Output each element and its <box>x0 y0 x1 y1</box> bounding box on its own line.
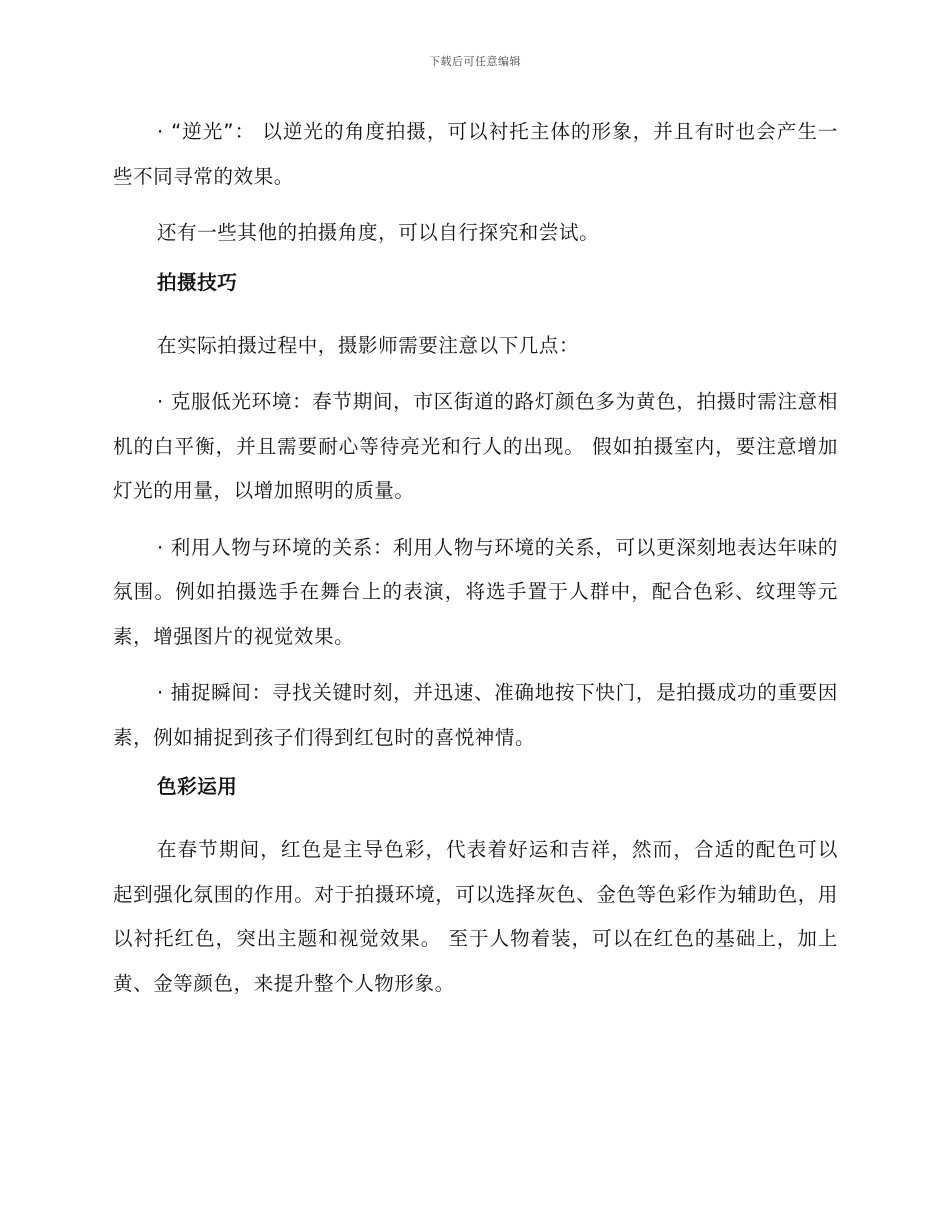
document-body <box>113 110 838 1018</box>
heading-color-use: 色彩运用 <box>157 775 238 798</box>
paragraph-people-environment: · 利用人物与环境的关系：利用人物与环境的关系，可以更深刻地表达年味的氛围。例如拍摄选手在舞台上的表演，将选手置于人群中，配合色彩、纹理等元素，增强图片的视觉效果。 <box>113 535 838 648</box>
paragraph-other-angles: 还有一些其他的拍摄角度，可以自行探究和尝试。 <box>157 221 600 244</box>
page-header: 下载后可任意编辑 <box>429 55 521 68</box>
paragraph-low-light: · 克服低光环境：春节期间，市区街道的路灯颜色多为黄色，拍摄时需注意相机的白平衡，并且需要耐心等待亮光和行人的出现。 假如拍摄室内，要注意增加灯光的用量，以增加照明的质量。 <box>113 390 838 502</box>
paragraph-tips-intro: 在实际拍摄过程中，摄影师需要注意以下几点： <box>157 333 580 357</box>
heading-shooting-tips: 拍摄技巧 <box>157 270 238 294</box>
paragraph-color-use: 在春节期间，红色是主导色彩，代表着好运和吉祥，然而，合适的配色可以起到强化氛围的作用。对于拍摄环境，可以选择灰色、金色等色彩作为辅助色，用以衬托红色，突出主题和视觉效果。 至于人物着装，可以在红色的基础上，加上黄、金等颜色，来提升整个人物形象。 <box>113 838 838 995</box>
paragraph-backlight: · “逆光”： 以逆光的角度拍摄，可以衬托主体的形象，并且有时也会产生一些不同寻常的效果。 <box>113 120 838 188</box>
paragraph-capture-moment: · 捕捉瞬间：寻找关键时刻，并迅速、准确地按下快门，是拍摄成功的重要因素，例如捕捉到孩子们得到红包时的喜悦神情。 <box>113 681 838 749</box>
